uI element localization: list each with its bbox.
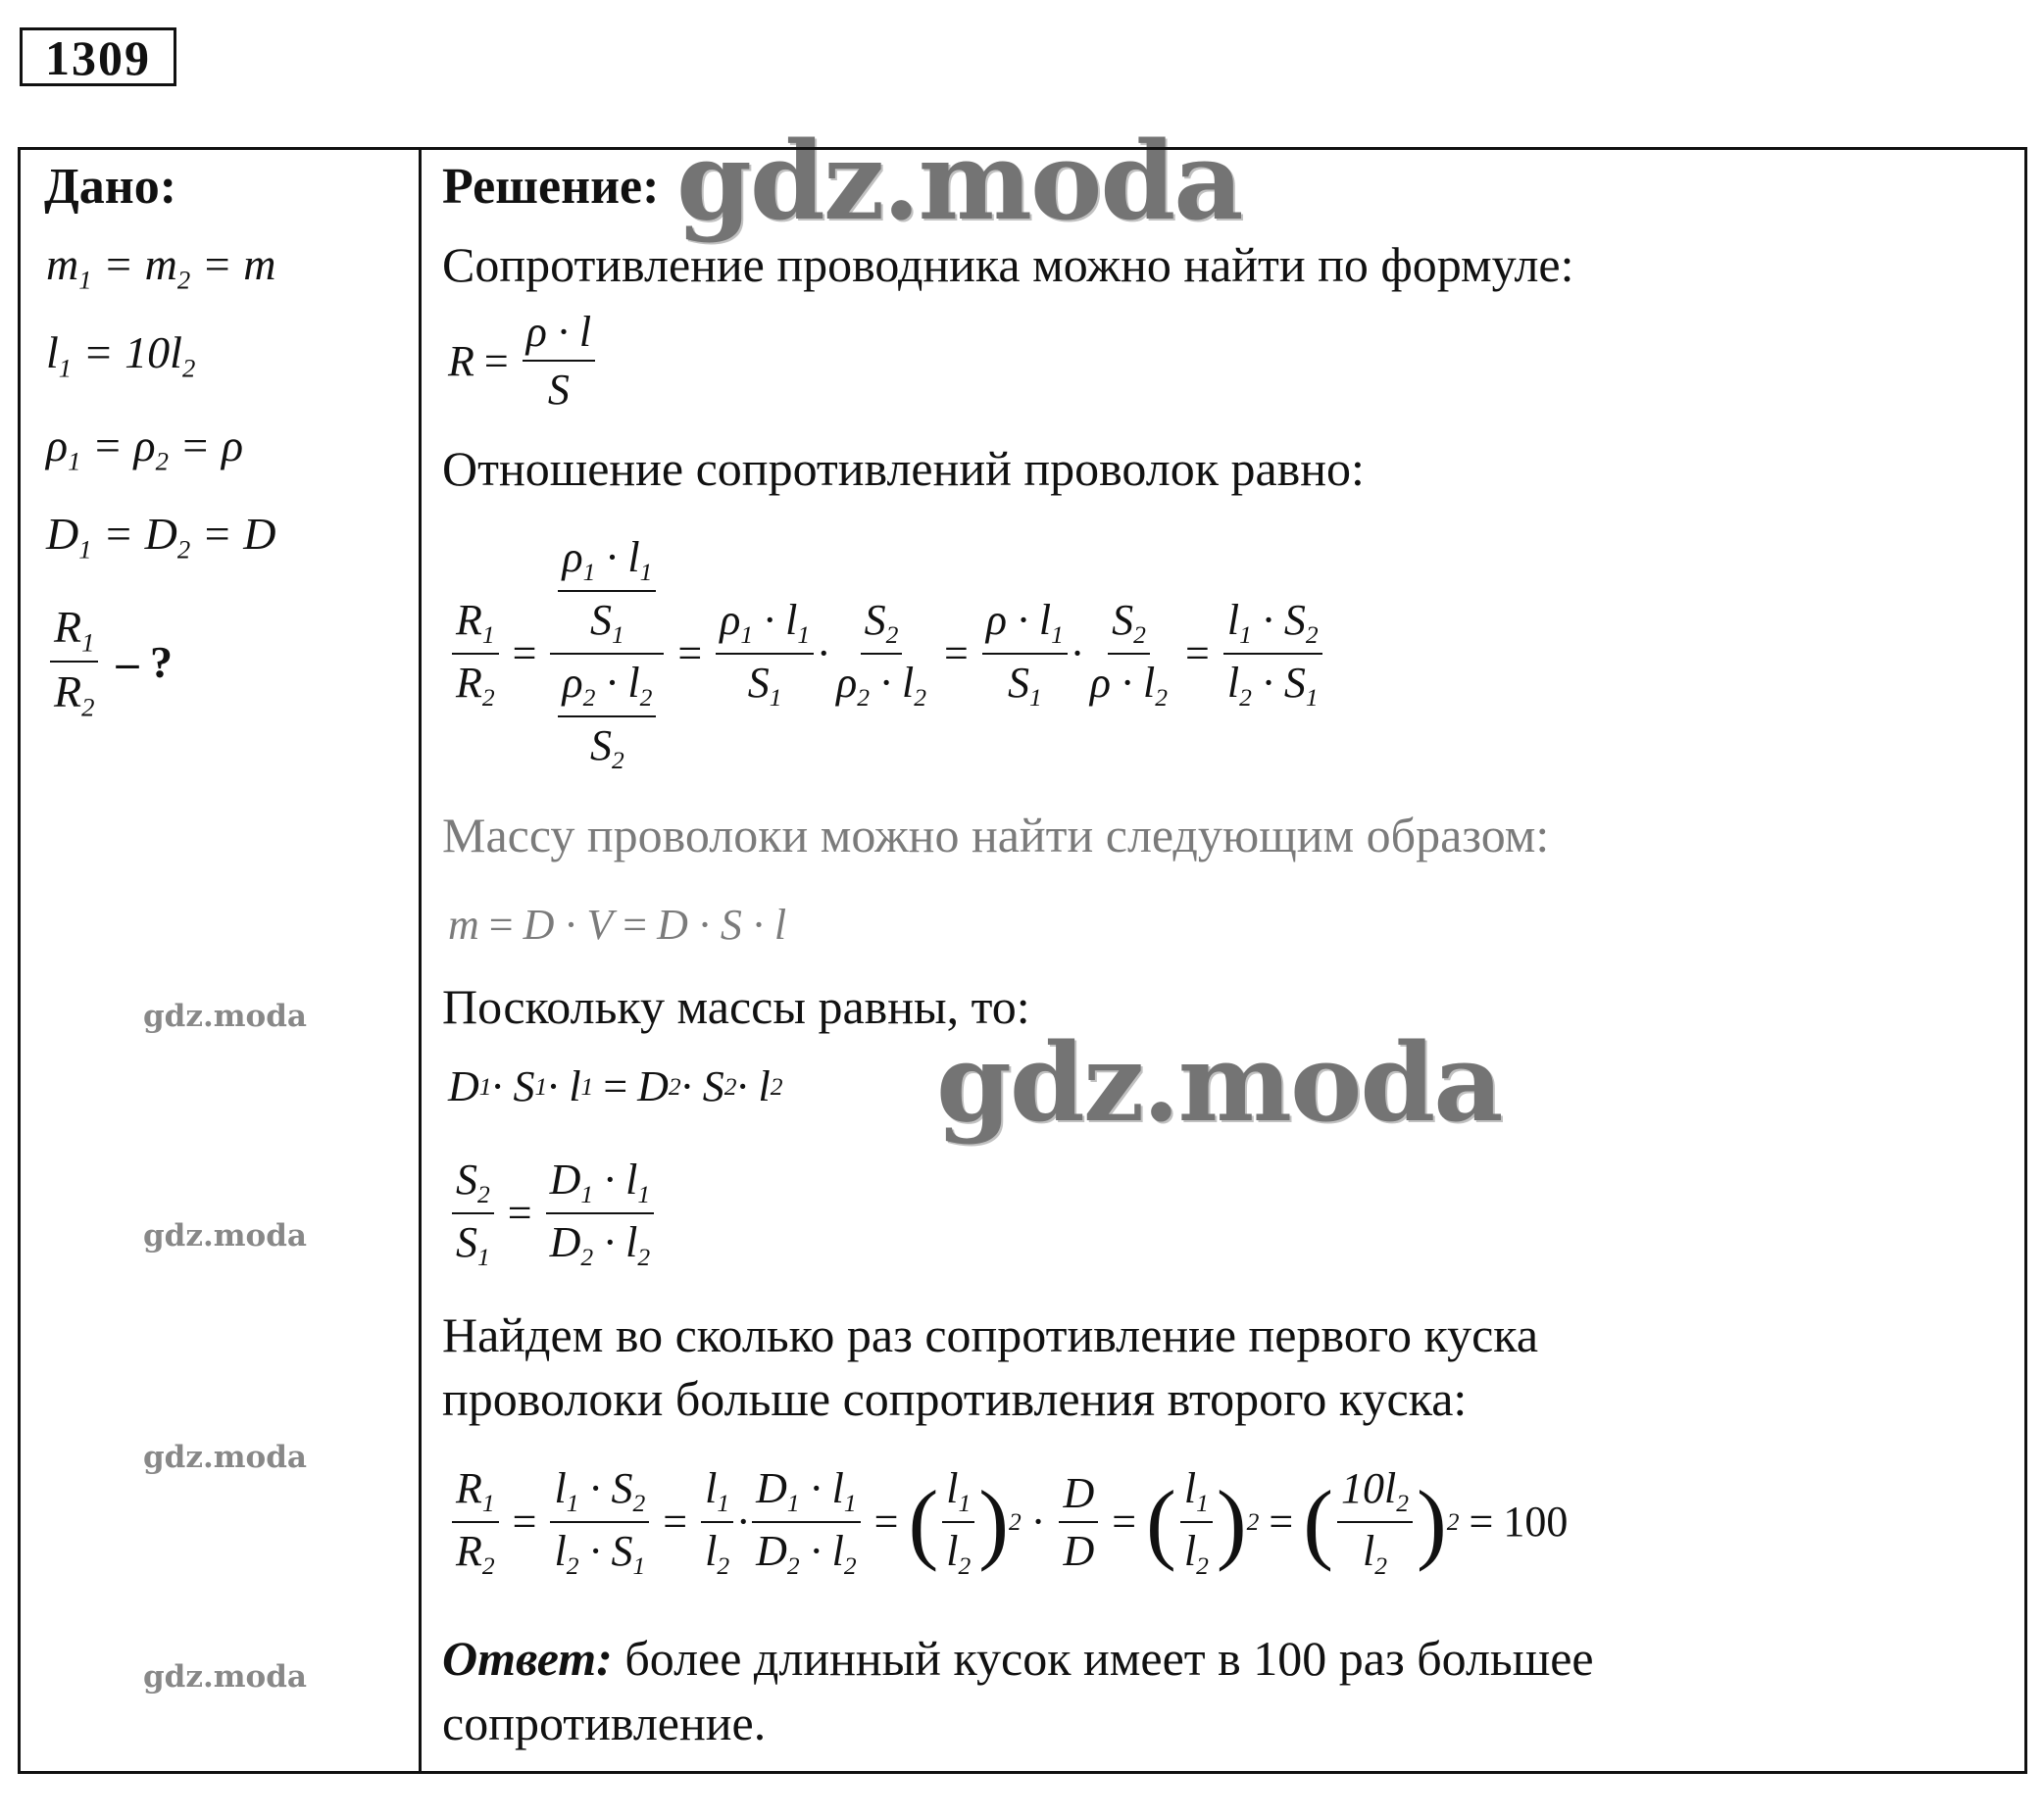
- answer-line-1: [442, 1630, 1594, 1687]
- solution-line-5: Найдем во сколько раз сопротивление первого куска: [442, 1307, 1539, 1362]
- formula-resistance: R = $\frac{\rho \cdot l}{S}$: [448, 307, 599, 415]
- answer-label: Ответ:: [442, 1631, 613, 1686]
- question-mark: – ?: [116, 636, 173, 687]
- solution-line-3: Массу проволоки можно найти следующим образом:: [442, 808, 1550, 862]
- formula-mass-equality: D 1 · S 1 · l 1 = D 2 · S 2 · l 2: [448, 1062, 783, 1110]
- formula-mass: m = D · V = D · S · l: [448, 901, 787, 949]
- formula-ratio: $\frac{R_1}{R_2}$ = $\frac{\frac{\rho_1 \cdot l_1}{S_1}}{\frac{\rho_2 \cdot l_2}{S_2}}$ = $\frac{\rho_1 \cdot l_1}{S_1}$ · $\frac{S_2}{\rho_2 \cdot l_2}$ = $\frac{\rho \cdot l_1}{S_1}$ · $\frac{S_2}{\rho \cdot l_2}$ = $\frac{l_1 \cdot S_2}{l_2 \cdot S_1}$: [448, 532, 1326, 775]
- answer-line-2: сопротивление.: [442, 1696, 767, 1750]
- watermark-small-4: gdz.moda: [143, 1659, 307, 1695]
- watermark-top: gdz.moda: [676, 118, 1242, 244]
- given-density: $D_1 = D_2 = D$: [46, 509, 276, 565]
- formula-area-ratio: $\frac{S_2}{S_1}$ = $\frac{D_1 \cdot l_1}{D_2 \cdot l_2}$: [448, 1155, 658, 1272]
- given-mass: $m_1 = m_2 = m$: [46, 239, 276, 295]
- solution-table: [18, 147, 2027, 1774]
- given-resistivity: $\rho_1 = \rho_2 = \rho$: [46, 420, 244, 476]
- formula-final: $\frac{R_1}{R_2}$ = $\frac{l_1 \cdot S_2}{l_2 \cdot S_1}$ = $\frac{l_1}{l_2}$ · $\frac{D_1 \cdot l_1}{D_2 \cdot l_2}$ = ( $\frac{l_1}{l_2}$ ) 2 · $\frac{D}{D}$ = ( $\frac{l_1}{l_2}$ ) 2 = ( $\frac{10l_2}{l_2}$ ) 2 = 100: [448, 1463, 1568, 1581]
- answer-text-1: более длинный кусок имеет в 100 раз большее: [624, 1631, 1594, 1686]
- solution-title: Решение:: [442, 159, 660, 215]
- given-length: $l_1 = 10l_2$: [46, 327, 196, 383]
- final-result: 100: [1503, 1498, 1569, 1547]
- given-question: $\frac{R_1}{R_2}$ – ?: [46, 601, 173, 723]
- given-title: Дано:: [44, 159, 177, 215]
- column-divider: [419, 150, 422, 1771]
- watermark-small-3: gdz.moda: [143, 1440, 307, 1475]
- solution-line-6: проволоки больше сопротивления второго куска:: [442, 1371, 1468, 1426]
- solution-line-4: Поскольку массы равны, то:: [442, 979, 1030, 1034]
- watermark-small-2: gdz.moda: [143, 1218, 307, 1254]
- watermark-small-1: gdz.moda: [143, 999, 307, 1034]
- solution-line-1: Сопротивление проводника можно найти по формуле:: [442, 237, 1574, 292]
- solution-line-2: Отношение сопротивлений проволок равно:: [442, 441, 1365, 496]
- watermark-middle: gdz.moda: [936, 1019, 1502, 1146]
- problem-number: 1309: [20, 27, 176, 86]
